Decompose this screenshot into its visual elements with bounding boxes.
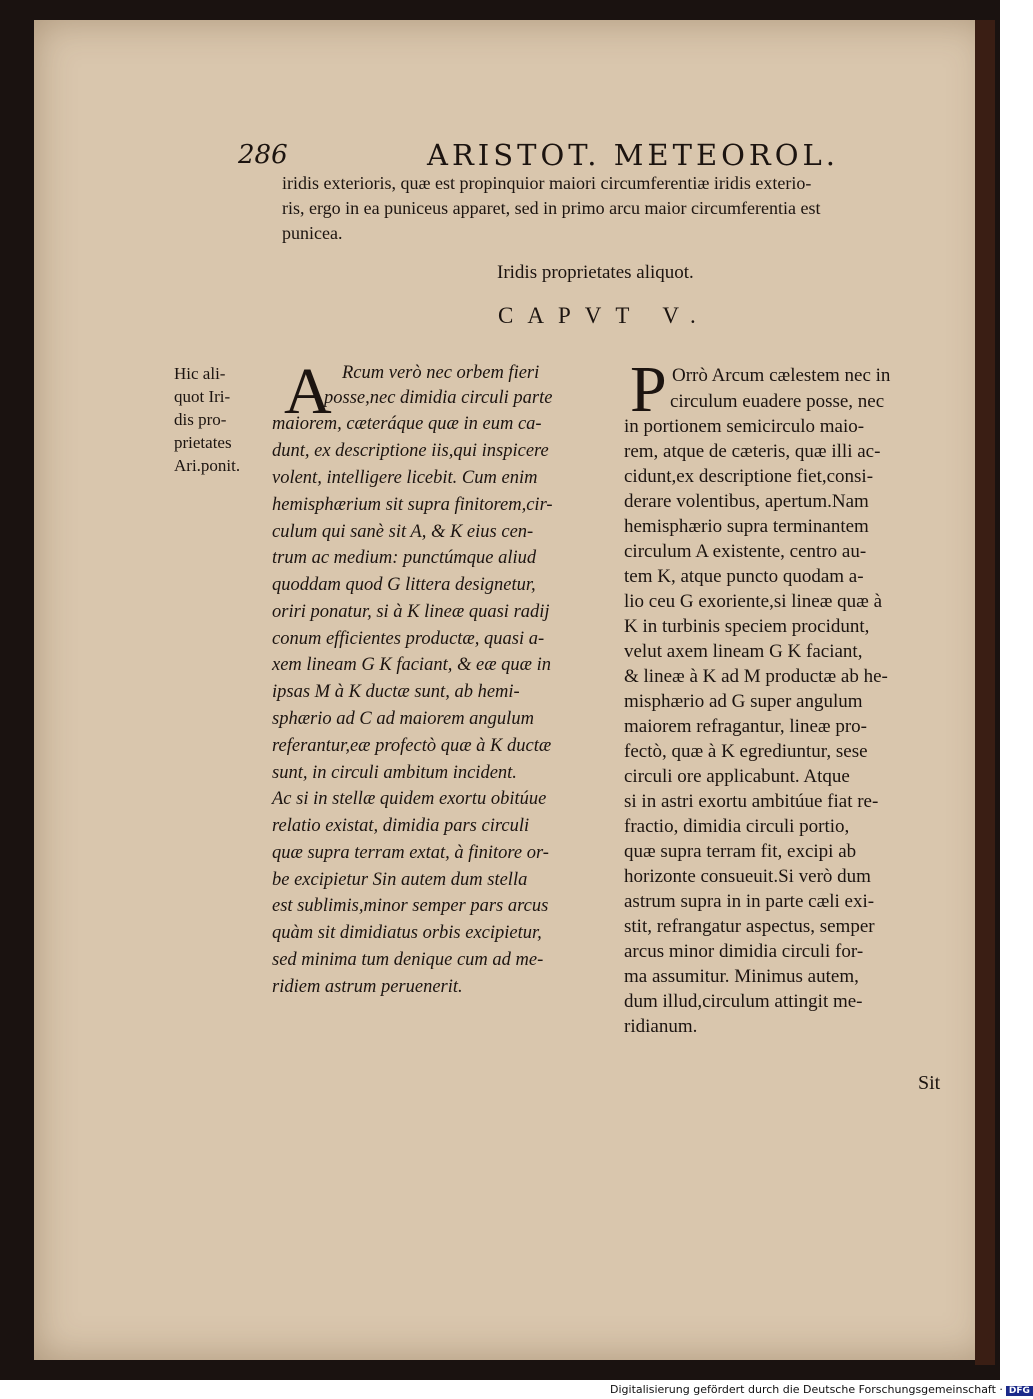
text-line: sed minima tum denique cum ad me- (272, 950, 544, 970)
text-line: maiorem refragantur, lineæ pro- (624, 716, 867, 737)
text-line: ipsas M à K ductæ sunt, ab hemi- (272, 682, 520, 702)
text-line: ridianum. (624, 1016, 698, 1037)
text-line: relatio existat, dimidia pars circuli (272, 816, 530, 836)
text-line: oriri ponatur, si à K lineæ quasi radij (272, 602, 550, 622)
continuation-line: punicea. (282, 223, 343, 243)
text-line: Ac si in stellæ quidem exortu obitúue (272, 789, 547, 809)
margin-note-line: dis pro- (174, 410, 227, 429)
text-line: fectò, quæ à K egrediuntur, sese (624, 741, 868, 762)
text-line: lio ceu G exoriente,si lineæ quæ à (624, 591, 883, 612)
margin-note-line: quot Iri- (174, 387, 231, 406)
page-number: 286 (238, 140, 288, 170)
chapter-heading: CAPVT V. (498, 303, 710, 328)
credit-text: Digitalisierung gefördert durch die Deutsche Forschungsgemeinschaft · (610, 1383, 1003, 1396)
text-line: & lineæ à K ad M productæ ab he- (624, 666, 888, 687)
continuation-line: iridis exterioris, quæ est propinquior maiori circumferentiæ iridis exterio- (282, 173, 812, 193)
text-line: fractio, dimidia circuli portio, (624, 816, 850, 837)
text-line: quàm sit dimidiatus orbis excipietur, (272, 923, 542, 943)
text-line: horizonte consueuit.Si verò dum (624, 866, 871, 887)
text-line: in portionem semicirculo maio- (624, 416, 865, 437)
text-line: rem, atque de cæteris, quæ illi ac- (624, 441, 881, 462)
text-line: Rcum verò nec orbem fieri (342, 363, 540, 383)
text-line: circulum A existente, centro au- (624, 541, 867, 562)
chapter-subtitle: Iridis proprietates aliquot. (497, 262, 694, 283)
text-line: cidunt,ex descriptione fiet,consi- (624, 466, 874, 487)
dfg-logo: DFG (1006, 1386, 1033, 1396)
text-line: Orrò Arcum cælestem nec in (672, 365, 891, 386)
text-line: circulum euadere posse, nec (670, 391, 885, 412)
text-line: ridiem astrum peruenerit. (272, 977, 463, 997)
dropcap: P (630, 353, 667, 426)
text-line: stit, refrangatur aspectus, semper (624, 916, 875, 937)
text-line: conum efficientes productæ, quasi a- (272, 629, 545, 649)
text-line: posse,nec dimidia circuli parte (324, 388, 553, 408)
running-title: ARISTOT. METEOROL. (427, 138, 839, 172)
margin-note (174, 362, 240, 477)
text-line: be excipietur Sin autem dum stella (272, 870, 528, 890)
text-line: est sublimis,minor semper pars arcus (272, 896, 549, 916)
text-line: hemisphærio supra terminantem (624, 516, 869, 537)
text-line: sunt, in circuli ambitum incident. (272, 763, 517, 783)
margin-note-line: Ari.ponit. (174, 456, 241, 475)
text-line: astrum supra in in parte cæli exi- (624, 891, 875, 912)
text-line: misphærio ad G super angulum (624, 691, 863, 712)
text-line: si in astri exortu ambitúue fiat re- (624, 791, 879, 812)
dropcap: A (284, 355, 332, 428)
text-line: trum ac medium: punctúmque aliud (272, 548, 537, 568)
text-line: circuli ore applicabunt. Atque (624, 766, 850, 787)
text-line: quoddam quod G littera designetur, (272, 575, 536, 595)
text-line: dunt, ex descriptione iis,qui inspicere (272, 441, 549, 461)
text-line: hemisphærium sit supra finitorem,cir- (272, 495, 553, 515)
text-line: arcus minor dimidia circuli for- (624, 941, 864, 962)
margin-note-line: Hic ali- (174, 364, 226, 383)
text-line: derare volentibus, apertum.Nam (624, 491, 869, 512)
text-line: K in turbinis speciem procidunt, (624, 616, 870, 637)
margin-note-line: prietates (174, 433, 232, 452)
text-line: dum illud,circulum attingit me- (624, 991, 863, 1012)
text-line: quæ supra terram extat, à finitore or- (272, 843, 549, 863)
text-line: velut axem lineam G K faciant, (624, 641, 863, 662)
continuation-line: ris, ergo in ea puniceus apparet, sed in primo arcu maior circumferentia est (282, 198, 821, 218)
text-line: xem lineam G K faciant, & eæ quæ in (272, 655, 552, 675)
text-line: quæ supra terram fit, excipi ab (624, 841, 857, 862)
text-line: volent, intelligere licebit. Cum enim (272, 468, 538, 488)
digitization-credit (610, 1383, 1033, 1396)
book-spine-edge (975, 20, 995, 1365)
text-line: referantur,eæ profectò quæ à K ductæ (272, 736, 552, 756)
text-line: ma assumitur. Minimus autem, (624, 966, 859, 987)
text-line: sphærio ad C ad maiorem angulum (272, 709, 534, 729)
text-line: tem K, atque puncto quodam a- (624, 566, 864, 587)
text-line: maiorem, cæteráque quæ in eum ca- (272, 414, 542, 434)
catchword: Sit (918, 1072, 941, 1094)
text-line: culum qui sanè sit A, & K eius cen- (272, 522, 534, 542)
